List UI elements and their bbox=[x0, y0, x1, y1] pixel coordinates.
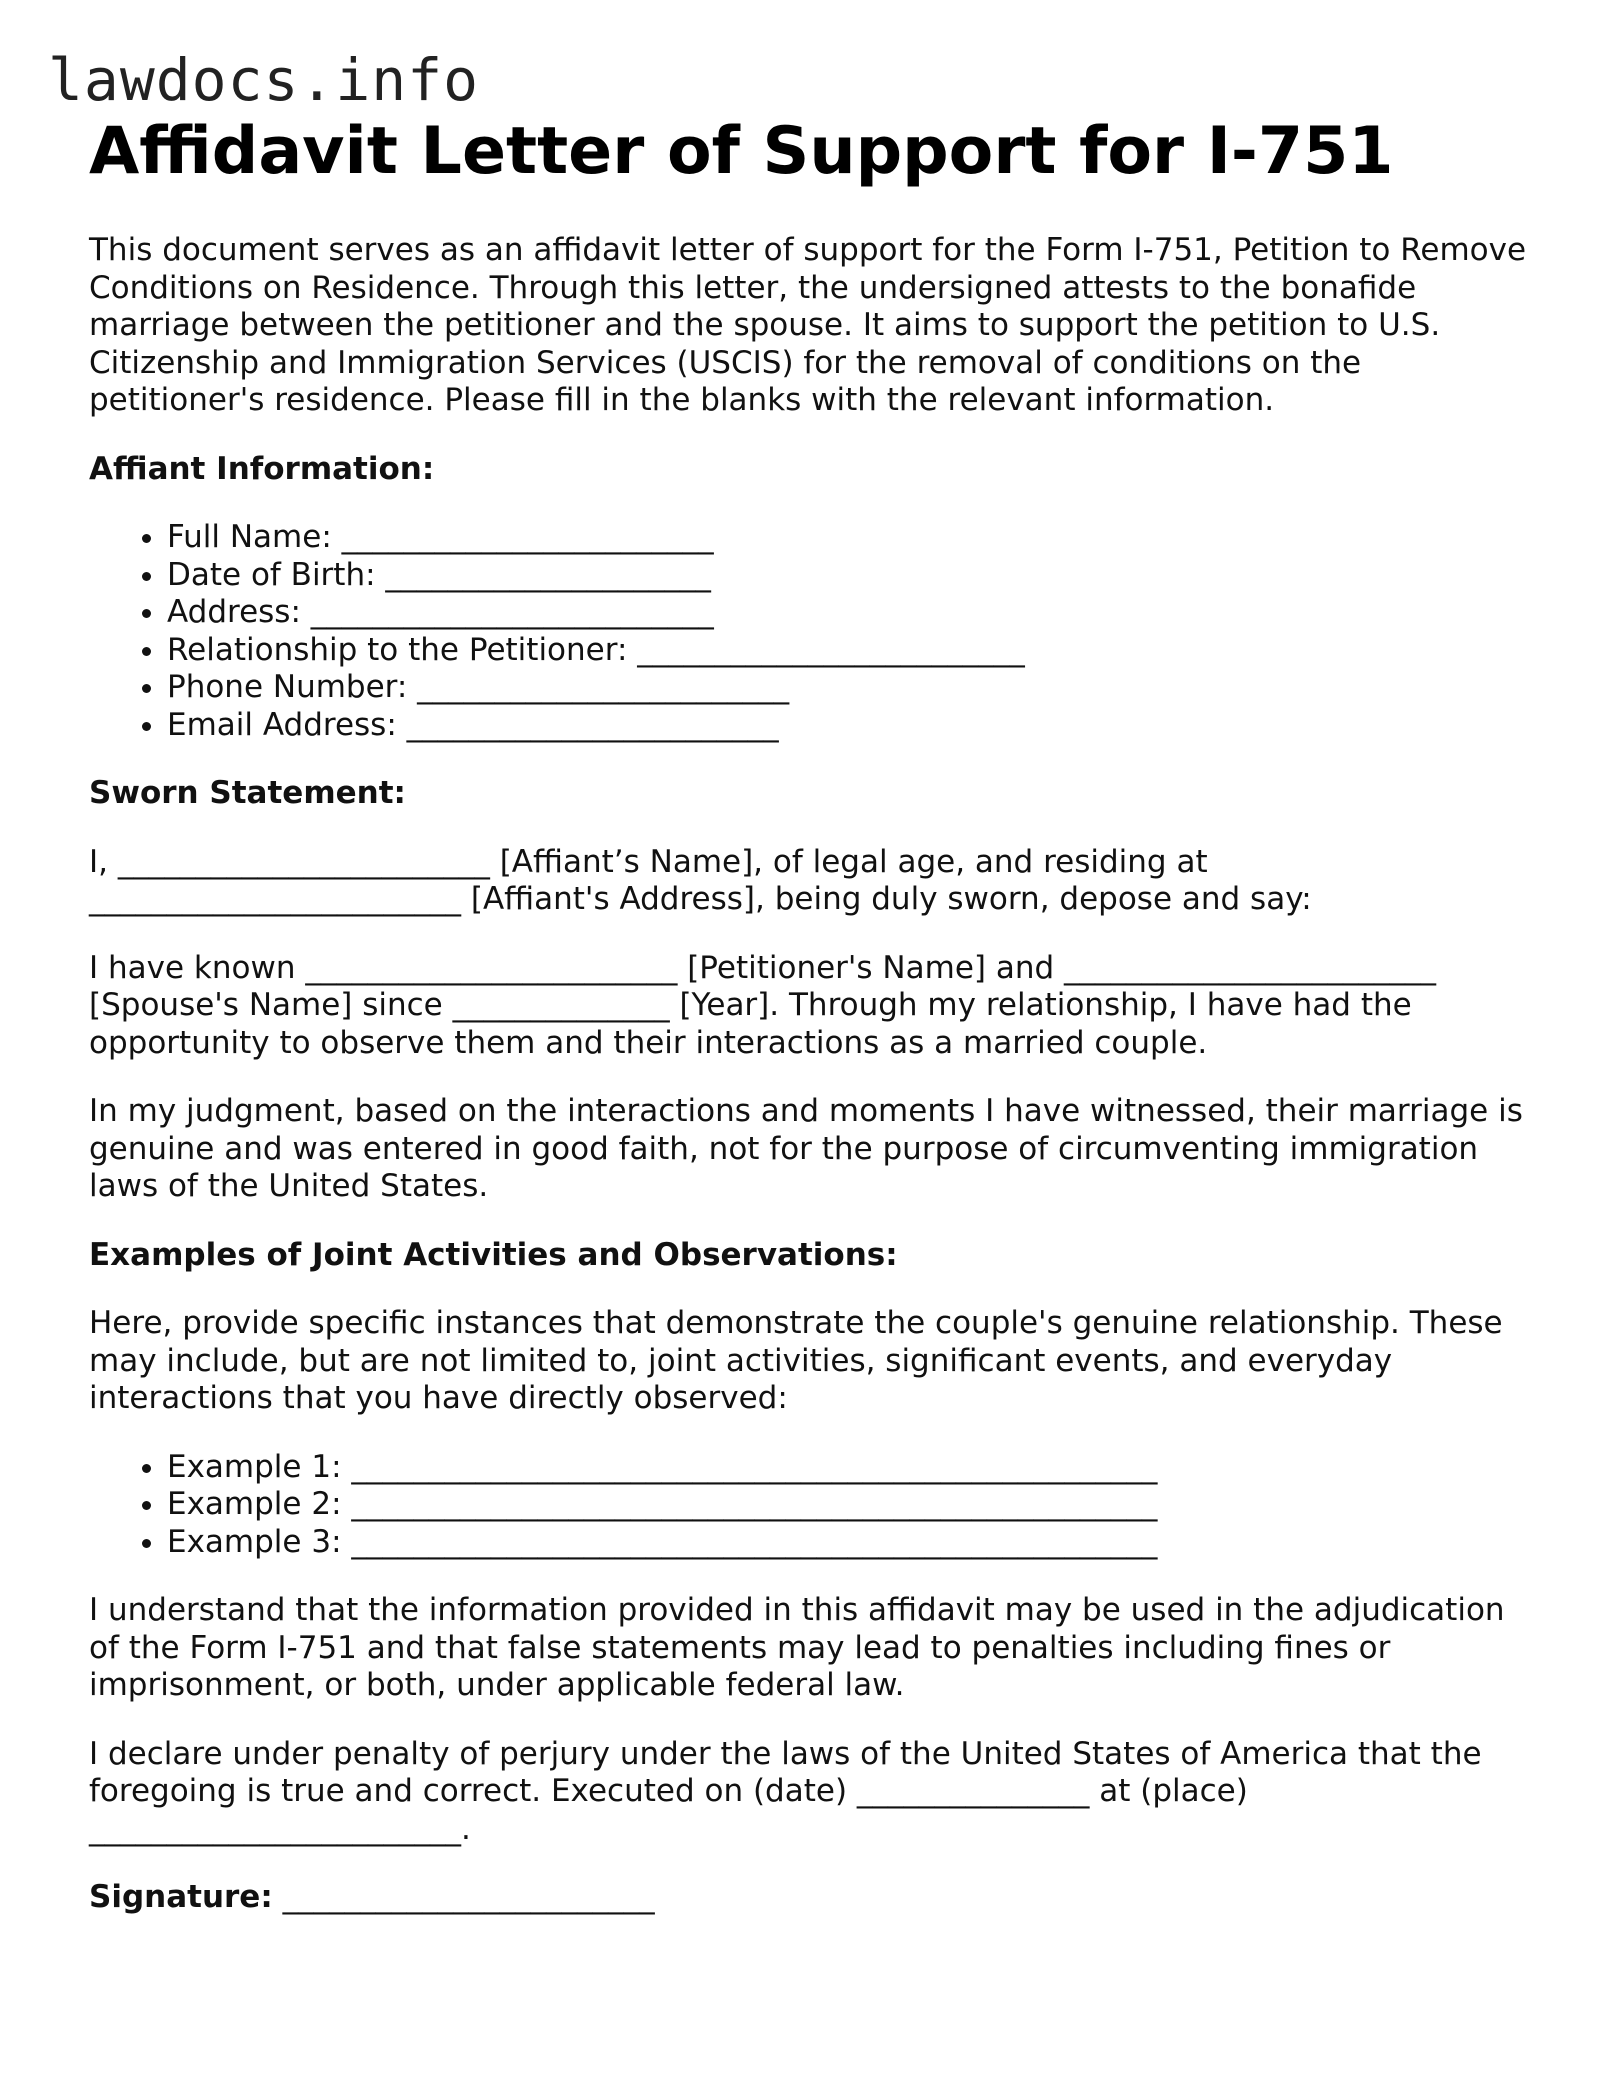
signature-blank: ________________________ bbox=[282, 1879, 655, 1915]
sworn-paragraph-2 bbox=[89, 950, 1529, 1063]
declaration-line1: I declare under penalty of perjury under the laws of the United States of America that the bbox=[89, 1735, 1482, 1772]
document-title: Affidavit Letter of Support for I-751 bbox=[89, 114, 1394, 189]
full-name-blank: ________________________ bbox=[341, 519, 714, 555]
list-item bbox=[167, 669, 1529, 707]
field-label: Address: bbox=[167, 594, 301, 630]
examples-intro: Here, provide specific instances that demonstrate the couple's genuine relationship. These may include, but are not limited to, joint activities, significant events, and everyday interactions that you have directly observed: bbox=[89, 1305, 1503, 1416]
declaration-paragraph bbox=[89, 1736, 1529, 1849]
example-1-blank: ____________________________________________________ bbox=[351, 1448, 1158, 1485]
field-label: Full Name: bbox=[167, 519, 332, 555]
example-3-blank: ____________________________________________________ bbox=[351, 1523, 1158, 1560]
phone-number-blank: ________________________ bbox=[417, 669, 790, 705]
declaration-line3: ________________________. bbox=[89, 1810, 471, 1847]
field-label: Relationship to the Petitioner: bbox=[167, 631, 628, 668]
list-item bbox=[167, 557, 1529, 595]
list-item bbox=[167, 594, 1529, 632]
example-2-blank: ____________________________________________________ bbox=[351, 1486, 1158, 1522]
examples-heading: Examples of Joint Activities and Observations: bbox=[89, 1236, 898, 1273]
example-label: Example 3: bbox=[167, 1523, 342, 1560]
sworn-p1-line2: ________________________ [Affiant's Address], being duly sworn, depose and say: bbox=[89, 881, 1312, 917]
sworn-paragraph-3: In my judgment, based on the interactions and moments I have witnessed, their marriage is genuine and was entered in good faith, not for the purpose of circumventing immigration laws of the United States. bbox=[89, 1093, 1523, 1204]
field-label: Date of Birth: bbox=[167, 556, 376, 593]
document-body bbox=[89, 114, 1529, 1917]
examples-list bbox=[89, 1449, 1529, 1562]
sworn-paragraph-1 bbox=[89, 844, 1529, 919]
sworn-p1-line1: I, ________________________ [Affiant’s Name], of legal age, and residing at bbox=[89, 843, 1208, 880]
sworn-p2-line1: I have known ________________________ [Petitioner's Name] and ________________________ bbox=[89, 949, 1437, 986]
example-label: Example 1: bbox=[167, 1448, 342, 1485]
example-label: Example 2: bbox=[167, 1486, 342, 1522]
list-item bbox=[167, 632, 1529, 670]
signature-line bbox=[89, 1879, 1529, 1917]
sworn-p2-line2: [Spouse's Name] since ______________ [Year]. Through my relationship, I have had the bbox=[89, 987, 1412, 1023]
email-address-blank: ________________________ bbox=[406, 706, 779, 743]
affiant-info-heading: Affiant Information: bbox=[89, 450, 435, 487]
declaration-line2: foregoing is true and correct. Executed on (date) _______________ at (place) bbox=[89, 1773, 1248, 1809]
address-blank: __________________________ bbox=[310, 594, 714, 630]
affiant-fields-list bbox=[89, 519, 1529, 744]
intro-paragraph: This document serves as an affidavit letter of support for the Form I-751, Petition to Remove Conditions on Residence. Through this letter, the undersigned attests to the bonafide marriage between the petitioner and the spouse. It aims to support the petition to U.S. Citizenship and Immigration Services (USCIS) for the removal of conditions on the petitioner's residence. Please fill in the blanks with the relevant information. bbox=[89, 232, 1527, 418]
list-item bbox=[167, 707, 1529, 745]
signature-label: Signature: bbox=[89, 1879, 273, 1915]
sworn-p2-line3: opportunity to observe them and their interactions as a married couple. bbox=[89, 1024, 1208, 1061]
list-item bbox=[167, 519, 1529, 557]
relationship-blank: _________________________ bbox=[637, 631, 1025, 668]
list-item bbox=[167, 1449, 1529, 1487]
date-of-birth-blank: _____________________ bbox=[385, 556, 711, 593]
sworn-statement-heading: Sworn Statement: bbox=[89, 775, 406, 811]
list-item bbox=[167, 1486, 1529, 1524]
understanding-paragraph: I understand that the information provided in this affidavit may be used in the adjudication of the Form I-751 and that false statements may lead to penalties including fines or imprisonment, or both, under applicable federal law. bbox=[89, 1592, 1505, 1703]
field-label: Phone Number: bbox=[167, 669, 408, 705]
field-label: Email Address: bbox=[167, 706, 397, 743]
site-watermark: lawdocs.info bbox=[48, 46, 480, 114]
list-item bbox=[167, 1524, 1529, 1562]
